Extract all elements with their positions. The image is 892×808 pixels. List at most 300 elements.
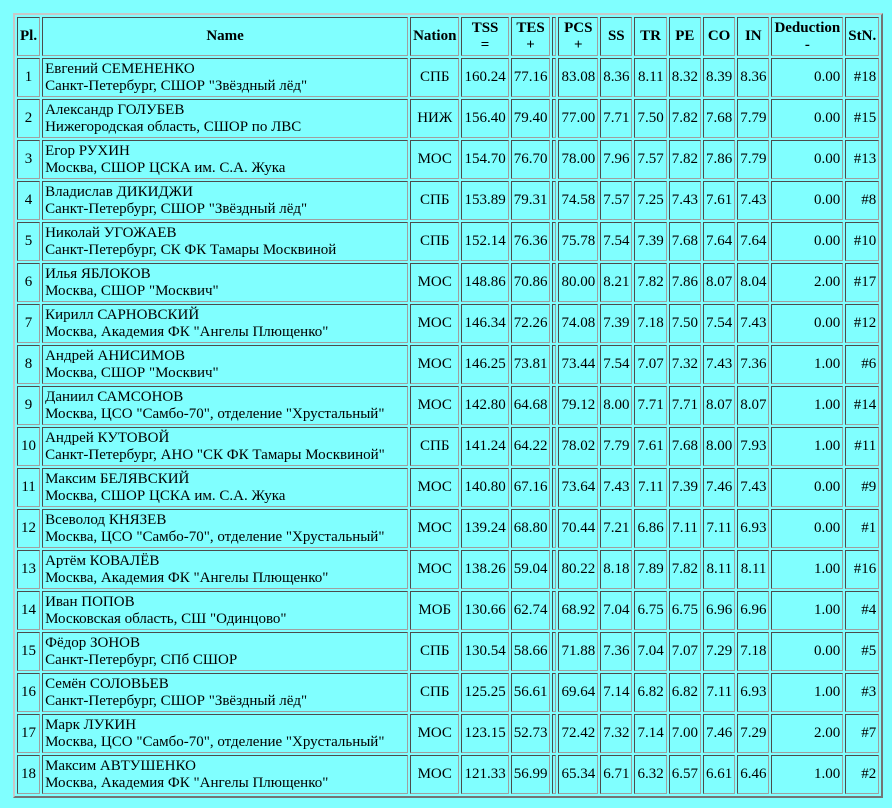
deduction-cell: 1.00 [771,386,843,425]
results-table [13,13,883,798]
nation-cell: СПБ [410,673,459,712]
header-start-number: StN. [845,17,879,56]
skater-club: Москва, ЦСО "Самбо-70", отделение "Хрустальный" [45,733,385,750]
place-cell: 12 [17,509,40,548]
in-cell: 6.96 [737,591,769,630]
skater-cell [42,550,408,589]
tes-cell: 64.22 [511,427,551,466]
skater-club: Санкт-Петербург, АНО "СК ФК Тамары Москвиной" [45,446,385,463]
skater-cell [42,140,408,179]
place-cell: 14 [17,591,40,630]
table-row [17,632,879,671]
start-number-cell: #9 [845,468,879,507]
start-number-cell: #4 [845,591,879,630]
tr-cell: 7.04 [634,632,666,671]
skater-cell [42,58,408,97]
separator-cell [552,140,556,179]
skater-cell [42,755,408,794]
skater-club: Москва, ЦСО "Самбо-70", отделение "Хрустальный" [45,528,385,545]
skater-cell [42,99,408,138]
deduction-cell: 0.00 [771,222,843,261]
skater-club: Москва, СШОР "Москвич" [45,282,219,299]
pe-cell: 7.50 [669,304,701,343]
in-cell: 7.43 [737,468,769,507]
nation-cell: СПБ [410,427,459,466]
pcs-cell: 83.08 [558,58,598,97]
header-deduction: Deduction - [771,17,843,56]
co-cell: 7.11 [703,673,735,712]
co-cell: 7.29 [703,632,735,671]
pe-cell: 7.00 [669,714,701,753]
deduction-cell: 1.00 [771,550,843,589]
pe-cell: 7.82 [669,99,701,138]
deduction-cell: 0.00 [771,509,843,548]
skater-club: Санкт-Петербург, СШОР "Звёздный лёд" [45,692,308,709]
tr-cell: 6.75 [634,591,666,630]
separator-cell [552,181,556,220]
in-cell: 8.11 [737,550,769,589]
skater-name: Николай УГОЖАЕВ [45,224,177,241]
place-cell: 10 [17,427,40,466]
skater-club: Москва, Академия ФК "Ангелы Плющенко" [45,774,329,791]
tr-cell: 7.61 [634,427,666,466]
tes-cell: 72.26 [511,304,551,343]
place-cell: 2 [17,99,40,138]
in-cell: 7.18 [737,632,769,671]
in-cell: 7.79 [737,99,769,138]
place-cell: 16 [17,673,40,712]
place-cell: 9 [17,386,40,425]
ss-cell: 7.54 [600,345,632,384]
skater-club: Санкт-Петербург, СПб СШОР [45,651,238,668]
tr-cell: 6.32 [634,755,666,794]
pcs-cell: 73.44 [558,345,598,384]
tes-cell: 76.70 [511,140,551,179]
table-row [17,263,879,302]
start-number-cell: #14 [845,386,879,425]
skater-name: Иван ПОПОВ [45,593,135,610]
place-cell: 3 [17,140,40,179]
tr-cell: 7.50 [634,99,666,138]
tss-cell: 146.25 [461,345,508,384]
in-cell: 8.07 [737,386,769,425]
deduction-cell: 1.00 [771,755,843,794]
pcs-cell: 80.00 [558,263,598,302]
start-number-cell: #1 [845,509,879,548]
deduction-cell: 1.00 [771,345,843,384]
header-separator [552,17,556,56]
co-cell: 7.64 [703,222,735,261]
header-pcs: PCS + [558,17,598,56]
tss-cell: 160.24 [461,58,508,97]
tes-cell: 70.86 [511,263,551,302]
pcs-cell: 77.00 [558,99,598,138]
skater-name: Андрей АНИСИМОВ [45,347,186,364]
header-tss: TSS = [461,17,508,56]
nation-cell: МОС [410,755,459,794]
start-number-cell: #12 [845,304,879,343]
place-cell: 6 [17,263,40,302]
co-cell: 7.86 [703,140,735,179]
nation-cell: СПБ [410,222,459,261]
skater-cell [42,632,408,671]
ss-cell: 7.71 [600,99,632,138]
tss-cell: 154.70 [461,140,508,179]
pe-cell: 7.07 [669,632,701,671]
pcs-cell: 68.92 [558,591,598,630]
place-cell: 15 [17,632,40,671]
deduction-cell: 1.00 [771,427,843,466]
separator-cell [552,222,556,261]
deduction-cell: 2.00 [771,263,843,302]
table-row [17,181,879,220]
nation-cell: НИЖ [410,99,459,138]
pe-cell: 8.32 [669,58,701,97]
tss-cell: 130.54 [461,632,508,671]
results-body [17,58,879,794]
skater-name: Семён СОЛОВЬЕВ [45,675,169,692]
start-number-cell: #11 [845,427,879,466]
separator-cell [552,345,556,384]
co-cell: 7.46 [703,714,735,753]
nation-cell: МОБ [410,591,459,630]
skater-club: Москва, ЦСО "Самбо-70", отделение "Хрустальный" [45,405,385,422]
table-row [17,509,879,548]
skater-cell [42,222,408,261]
separator-cell [552,58,556,97]
table-row [17,345,879,384]
deduction-cell: 1.00 [771,591,843,630]
header-pe: PE [669,17,701,56]
ss-cell: 6.71 [600,755,632,794]
pcs-cell: 79.12 [558,386,598,425]
table-row [17,714,879,753]
start-number-cell: #16 [845,550,879,589]
skater-cell [42,673,408,712]
pe-cell: 7.71 [669,386,701,425]
tr-cell: 6.86 [634,509,666,548]
table-row [17,550,879,589]
ss-cell: 7.04 [600,591,632,630]
skater-name: Владислав ДИКИДЖИ [45,183,193,200]
pe-cell: 7.11 [669,509,701,548]
deduction-cell: 1.00 [771,673,843,712]
pcs-cell: 65.34 [558,755,598,794]
place-cell: 11 [17,468,40,507]
tr-cell: 7.25 [634,181,666,220]
start-number-cell: #15 [845,99,879,138]
place-cell: 1 [17,58,40,97]
skater-name: Всеволод КНЯЗЕВ [45,511,167,528]
nation-cell: МОС [410,263,459,302]
in-cell: 8.36 [737,58,769,97]
separator-cell [552,468,556,507]
co-cell: 6.61 [703,755,735,794]
skater-cell [42,345,408,384]
tss-cell: 123.15 [461,714,508,753]
skater-club: Москва, СШОР "Москвич" [45,364,219,381]
ss-cell: 7.43 [600,468,632,507]
skater-cell [42,468,408,507]
co-cell: 7.61 [703,181,735,220]
skater-name: Артём КОВАЛЁВ [45,552,160,569]
skater-cell [42,181,408,220]
skater-name: Максим БЕЛЯВСКИЙ [45,470,190,487]
tes-cell: 79.31 [511,181,551,220]
tes-cell: 56.99 [511,755,551,794]
nation-cell: СПБ [410,181,459,220]
pe-cell: 7.68 [669,222,701,261]
separator-cell [552,386,556,425]
tr-cell: 7.89 [634,550,666,589]
tes-cell: 79.40 [511,99,551,138]
tes-cell: 76.36 [511,222,551,261]
tes-cell: 77.16 [511,58,551,97]
table-row [17,99,879,138]
nation-cell: СПБ [410,632,459,671]
ss-cell: 7.39 [600,304,632,343]
in-cell: 7.29 [737,714,769,753]
place-cell: 17 [17,714,40,753]
ss-cell: 7.32 [600,714,632,753]
skater-club: Нижегородская область, СШОР по ЛВС [45,118,302,135]
header-co: CO [703,17,735,56]
co-cell: 8.11 [703,550,735,589]
pe-cell: 7.68 [669,427,701,466]
tes-cell: 59.04 [511,550,551,589]
ss-cell: 8.00 [600,386,632,425]
tr-cell: 7.71 [634,386,666,425]
table-row [17,591,879,630]
nation-cell: МОС [410,468,459,507]
tss-cell: 156.40 [461,99,508,138]
nation-cell: МОС [410,140,459,179]
skater-cell [42,427,408,466]
co-cell: 7.68 [703,99,735,138]
ss-cell: 7.79 [600,427,632,466]
ss-cell: 7.36 [600,632,632,671]
deduction-cell: 0.00 [771,632,843,671]
skater-name: Даниил САМСОНОВ [45,388,184,405]
tr-cell: 6.82 [634,673,666,712]
in-cell: 7.93 [737,427,769,466]
separator-cell [552,427,556,466]
header-in: IN [737,17,769,56]
tr-cell: 7.18 [634,304,666,343]
skater-club: Москва, Академия ФК "Ангелы Плющенко" [45,323,329,340]
table-row [17,58,879,97]
pcs-cell: 78.00 [558,140,598,179]
tr-cell: 8.11 [634,58,666,97]
tss-cell: 141.24 [461,427,508,466]
separator-cell [552,632,556,671]
tss-cell: 152.14 [461,222,508,261]
separator-cell [552,263,556,302]
tr-cell: 7.57 [634,140,666,179]
skater-cell [42,714,408,753]
pe-cell: 6.57 [669,755,701,794]
separator-cell [552,509,556,548]
table-row [17,386,879,425]
place-cell: 5 [17,222,40,261]
co-cell: 8.07 [703,263,735,302]
table-row [17,140,879,179]
pcs-cell: 70.44 [558,509,598,548]
separator-cell [552,714,556,753]
tss-cell: 121.33 [461,755,508,794]
skater-club: Санкт-Петербург, СШОР "Звёздный лёд" [45,77,308,94]
ss-cell: 8.18 [600,550,632,589]
ss-cell: 7.54 [600,222,632,261]
table-row [17,468,879,507]
header-row [17,17,879,56]
pcs-cell: 75.78 [558,222,598,261]
tss-cell: 140.80 [461,468,508,507]
co-cell: 7.11 [703,509,735,548]
nation-cell: СПБ [410,58,459,97]
ss-cell: 7.57 [600,181,632,220]
tes-cell: 62.74 [511,591,551,630]
pe-cell: 6.75 [669,591,701,630]
nation-cell: МОС [410,509,459,548]
header-place: Pl. [17,17,40,56]
in-cell: 6.93 [737,673,769,712]
pcs-cell: 80.22 [558,550,598,589]
header-nation: Nation [410,17,459,56]
table-row [17,222,879,261]
nation-cell: МОС [410,345,459,384]
in-cell: 7.79 [737,140,769,179]
table-row [17,427,879,466]
skater-cell [42,304,408,343]
tr-cell: 7.11 [634,468,666,507]
place-cell: 18 [17,755,40,794]
skater-name: Андрей КУТОВОЙ [45,429,170,446]
co-cell: 8.00 [703,427,735,466]
header-tr: TR [634,17,666,56]
ss-cell: 7.96 [600,140,632,179]
tss-cell: 130.66 [461,591,508,630]
in-cell: 8.04 [737,263,769,302]
skater-name: Александр ГОЛУБЕВ [45,101,185,118]
tss-cell: 125.25 [461,673,508,712]
co-cell: 7.43 [703,345,735,384]
skater-club: Санкт-Петербург, СК ФК Тамары Москвиной [45,241,337,258]
pcs-cell: 74.08 [558,304,598,343]
pe-cell: 7.39 [669,468,701,507]
tss-cell: 142.80 [461,386,508,425]
tes-cell: 68.80 [511,509,551,548]
deduction-cell: 0.00 [771,99,843,138]
tes-cell: 56.61 [511,673,551,712]
skater-club: Москва, СШОР ЦСКА им. С.А. Жука [45,159,286,176]
in-cell: 7.43 [737,304,769,343]
pcs-cell: 72.42 [558,714,598,753]
place-cell: 7 [17,304,40,343]
start-number-cell: #8 [845,181,879,220]
pcs-cell: 69.64 [558,673,598,712]
tss-cell: 139.24 [461,509,508,548]
in-cell: 7.64 [737,222,769,261]
tes-cell: 64.68 [511,386,551,425]
table-row [17,755,879,794]
co-cell: 6.96 [703,591,735,630]
skater-club: Санкт-Петербург, СШОР "Звёздный лёд" [45,200,308,217]
pcs-cell: 71.88 [558,632,598,671]
co-cell: 8.39 [703,58,735,97]
skater-name: Илья ЯБЛОКОВ [45,265,151,282]
header-tes: TES + [511,17,551,56]
header-name: Name [42,17,408,56]
tes-cell: 73.81 [511,345,551,384]
tr-cell: 7.14 [634,714,666,753]
co-cell: 8.07 [703,386,735,425]
pe-cell: 7.86 [669,263,701,302]
pcs-cell: 73.64 [558,468,598,507]
start-number-cell: #10 [845,222,879,261]
skater-club: Московская область, СШ "Одинцово" [45,610,287,627]
pe-cell: 7.82 [669,550,701,589]
skater-name: Максим АВТУШЕНКО [45,757,196,774]
table-row [17,673,879,712]
skater-club: Москва, Академия ФК "Ангелы Плющенко" [45,569,329,586]
deduction-cell: 0.00 [771,304,843,343]
place-cell: 4 [17,181,40,220]
skater-cell [42,386,408,425]
pe-cell: 7.43 [669,181,701,220]
nation-cell: МОС [410,550,459,589]
skater-cell [42,263,408,302]
skater-name: Кирилл САРНОВСКИЙ [45,306,200,323]
co-cell: 7.46 [703,468,735,507]
tes-cell: 67.16 [511,468,551,507]
start-number-cell: #6 [845,345,879,384]
tes-cell: 52.73 [511,714,551,753]
separator-cell [552,550,556,589]
skater-cell [42,509,408,548]
ss-cell: 8.36 [600,58,632,97]
start-number-cell: #13 [845,140,879,179]
separator-cell [552,755,556,794]
start-number-cell: #18 [845,58,879,97]
deduction-cell: 0.00 [771,468,843,507]
tr-cell: 7.07 [634,345,666,384]
start-number-cell: #3 [845,673,879,712]
place-cell: 8 [17,345,40,384]
tss-cell: 138.26 [461,550,508,589]
skater-name: Фёдор ЗОНОВ [45,634,141,651]
pe-cell: 6.82 [669,673,701,712]
start-number-cell: #7 [845,714,879,753]
tes-cell: 58.66 [511,632,551,671]
tss-cell: 146.34 [461,304,508,343]
nation-cell: МОС [410,386,459,425]
in-cell: 6.46 [737,755,769,794]
deduction-cell: 0.00 [771,181,843,220]
ss-cell: 7.14 [600,673,632,712]
in-cell: 6.93 [737,509,769,548]
pe-cell: 7.32 [669,345,701,384]
tr-cell: 7.82 [634,263,666,302]
start-number-cell: #5 [845,632,879,671]
skater-cell [42,591,408,630]
skater-name: Егор РУХИН [45,142,130,159]
skater-club: Москва, СШОР ЦСКА им. С.А. Жука [45,487,286,504]
co-cell: 7.54 [703,304,735,343]
separator-cell [552,591,556,630]
pe-cell: 7.82 [669,140,701,179]
nation-cell: МОС [410,714,459,753]
